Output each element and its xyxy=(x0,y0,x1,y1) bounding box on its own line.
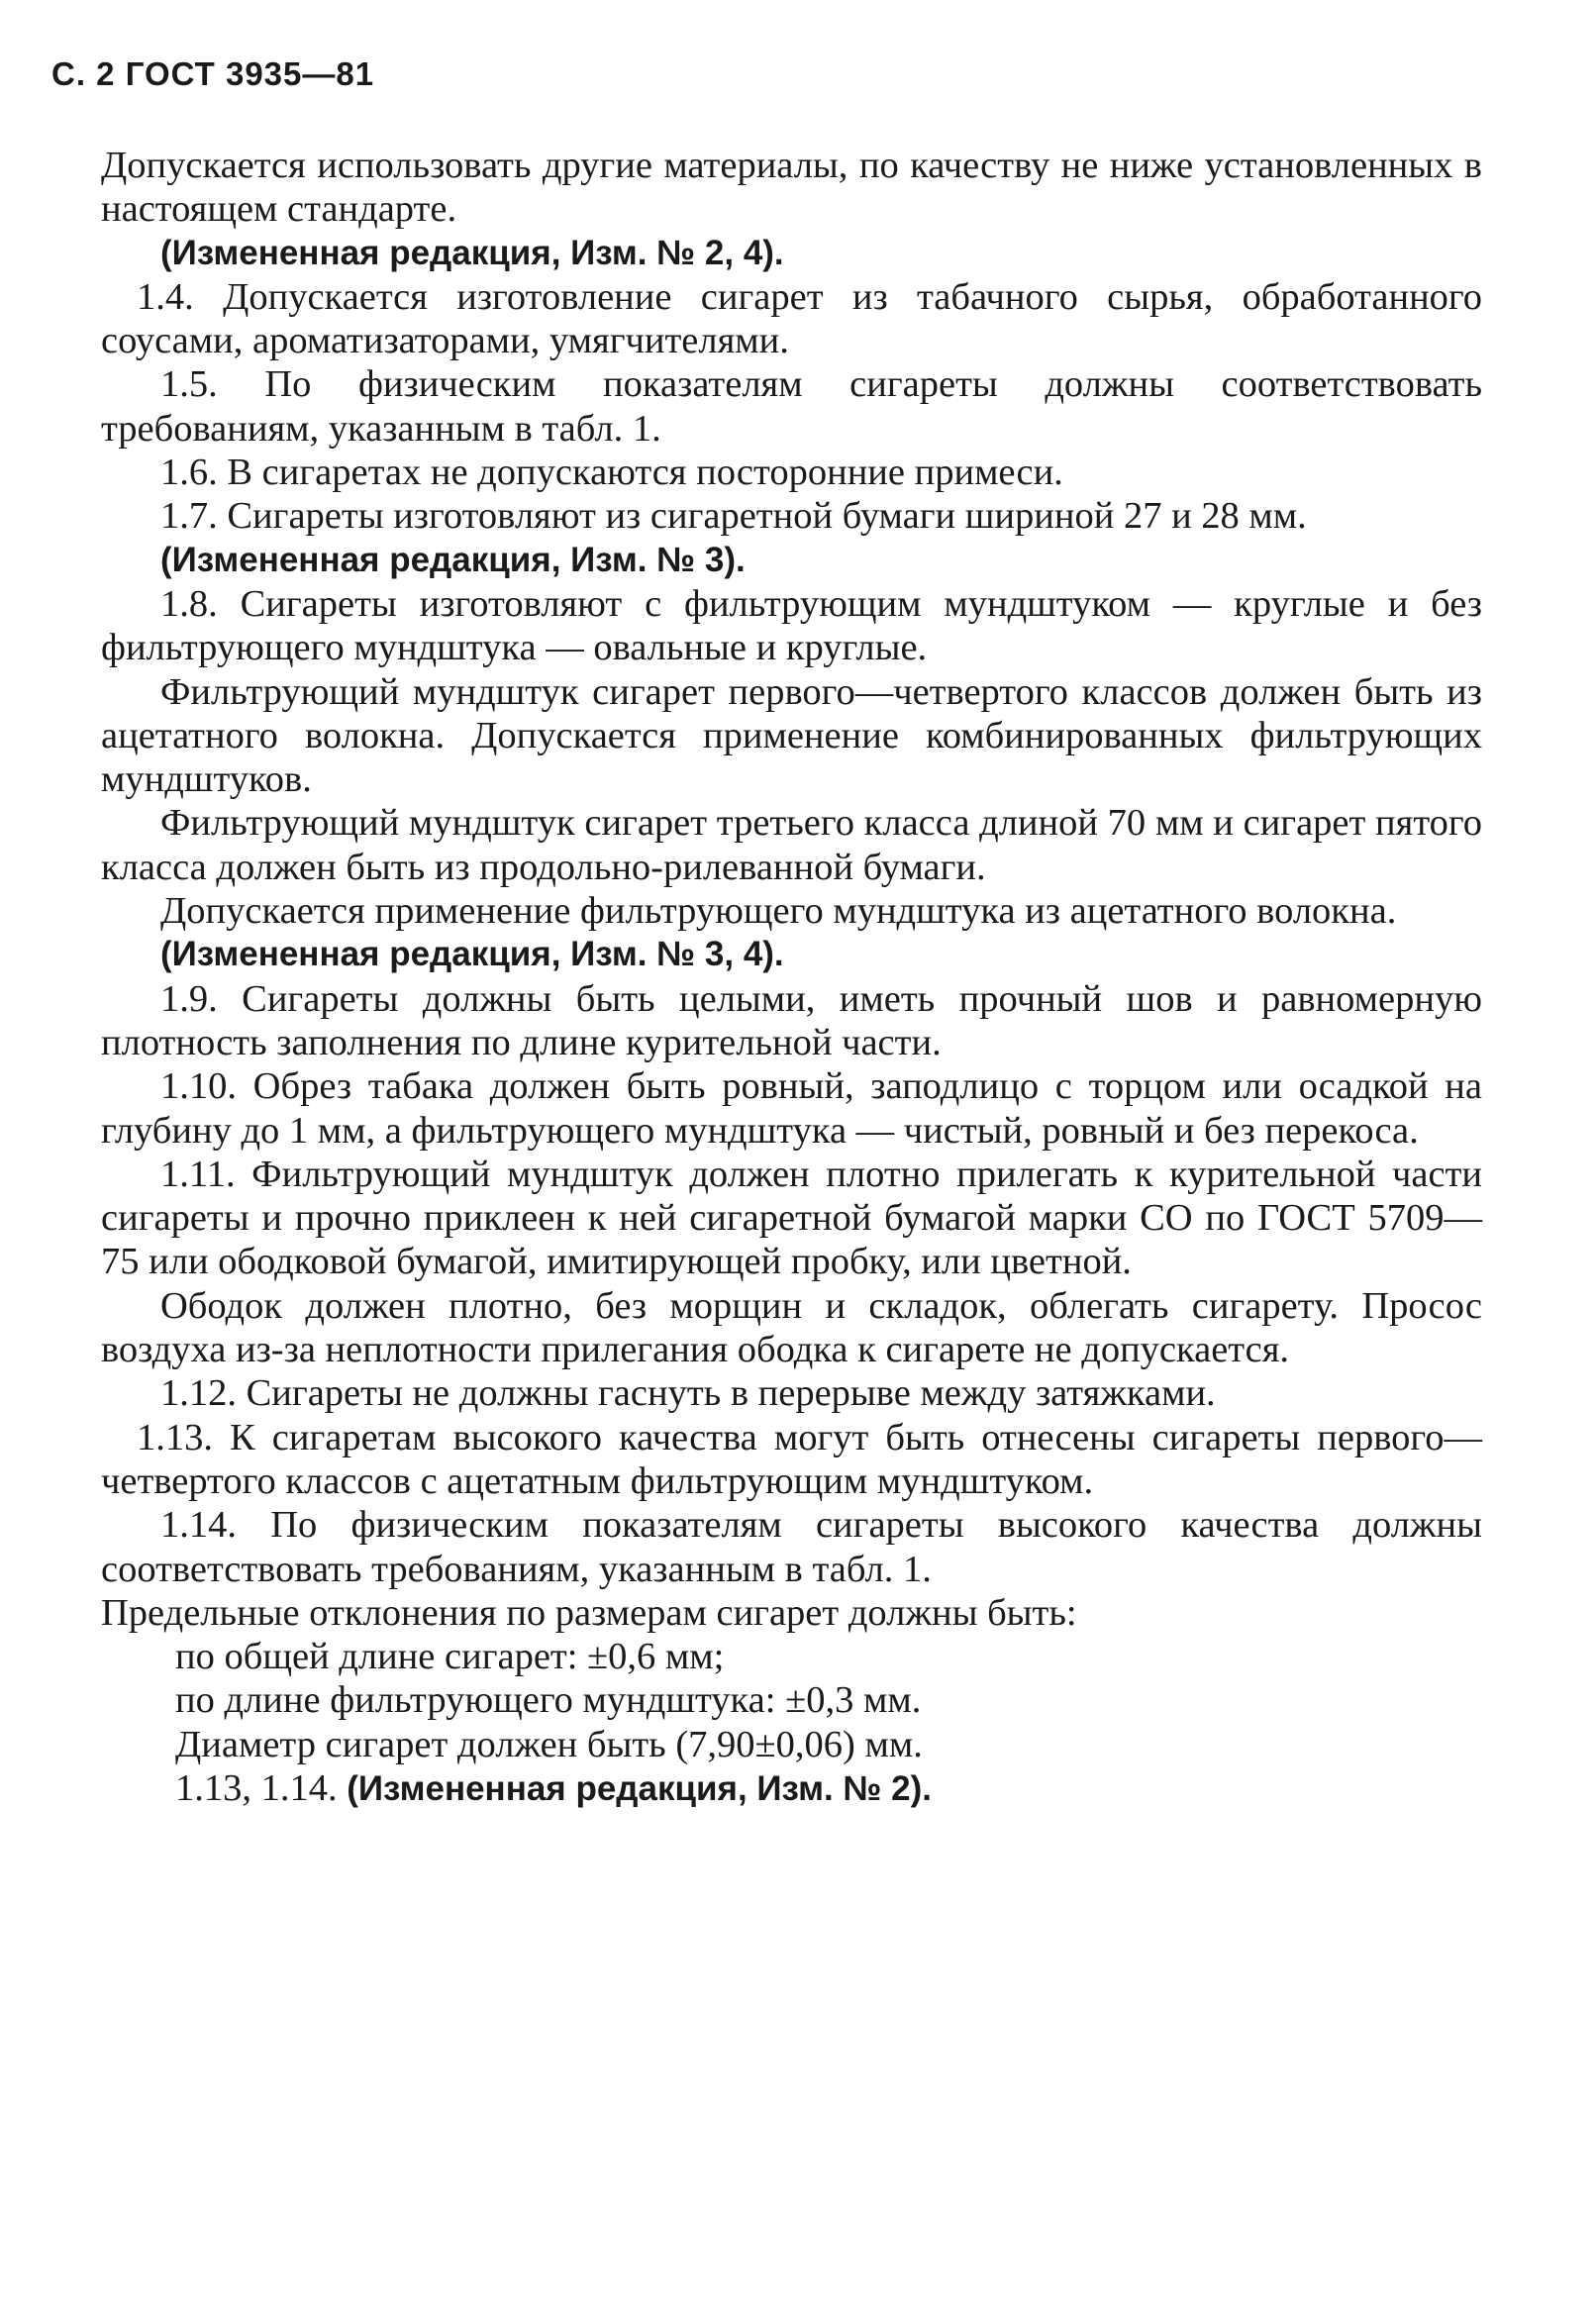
clause-1-8-filter-acetate: Фильтрующий мундштук сигарет первого—четвертого классов должен быть из ацетатного волокна. Допускается применение комбинированных фильтрующих мундштуков. xyxy=(101,670,1482,801)
amendment-final-clauses: 1.13, 1.14. xyxy=(175,1766,348,1809)
clause-1-5: 1.5. По физическим показателям сигареты должны соответствовать требованиям, указанным в табл. 1. xyxy=(101,363,1482,450)
clause-1-4: 1.4. Допускается изготовление сигарет из табачного сырья, обработанного соусами, ароматизаторами, умягчителями. xyxy=(101,275,1482,362)
amendment-final xyxy=(101,1766,1482,1811)
clause-1-8-filter-paper: Фильтрующий мундштук сигарет третьего класса длиной 70 мм и сигарет пятого класса должен быть из продольно-рилеванной бумаги. xyxy=(101,802,1482,888)
tolerance-filter-length: по длине фильтрующего мундштука: ±0,3 мм. xyxy=(175,1679,922,1722)
body-text xyxy=(101,144,1482,1811)
paragraph-materials: Допускается использовать другие материалы, по качеству не ниже установленных в настоящем стандарте. xyxy=(101,145,1482,231)
running-head: С. 2 ГОСТ 3935—81 xyxy=(51,55,375,92)
tolerances-intro: Предельные отклонения по размерам сигарет должны быть: xyxy=(101,1591,1077,1634)
clause-1-12: 1.12. Сигареты не должны гаснуть в перерыве между затяжками. xyxy=(160,1372,1216,1415)
clause-1-6: 1.6. В сигаретах не допускаются посторонние примеси. xyxy=(160,452,1063,494)
tolerance-diameter: Диаметр сигарет должен быть (7,90±0,06) мм. xyxy=(175,1723,923,1765)
tolerance-total-length: по общей длине сигарет: ±0,6 мм; xyxy=(175,1636,725,1678)
clause-1-11-rim: Ободок должен плотно, без морщин и складок, облегать сигарету. Просос воздуха из-за неплотности прилегания ободка к сигарете не допускается. xyxy=(101,1284,1482,1371)
clause-1-14: 1.14. По физическим показателям сигареты высокого качества должны соответствовать требованиям, указанным в табл. 1. xyxy=(101,1504,1482,1590)
clause-1-10: 1.10. Обрез табака должен быть ровный, заподлицо с торцом или осадкой на глубину до 1 мм, а фильтрующего мундштука — чистый, ровный и без перекоса. xyxy=(101,1065,1482,1152)
amendment-final-note: (Измененная редакция, Изм. № 2). xyxy=(347,1768,932,1808)
clause-1-13: 1.13. К сигаретам высокого качества могут быть отнесены сигареты первого—четвертого классов с ацетатным фильтрующим мундштуком. xyxy=(101,1416,1482,1502)
amendment-note: (Измененная редакция, Изм. № 3, 4). xyxy=(160,935,784,974)
clause-1-8-filter-allowed: Допускается применение фильтрующего мундштука из ацетатного волокна. xyxy=(160,890,1397,933)
amendment-note: (Измененная редакция, Изм. № 2, 4). xyxy=(160,233,784,272)
clause-1-11: 1.11. Фильтрующий мундштук должен плотно прилегать к курительной части сигареты и прочно приклеен к ней сигаретной бумагой марки СО по ГОСТ 5709—75 или ободковой бумагой, имитирующей пробку, или цветной. xyxy=(101,1153,1482,1283)
clause-1-8: 1.8. Сигареты изготовляют с фильтрующим мундштуком — круглые и без фильтрующего мундштука — овальные и круглые. xyxy=(101,582,1482,669)
clause-1-9: 1.9. Сигареты должны быть целыми, иметь прочный шов и равномерную плотность заполнения по длине курительной части. xyxy=(101,977,1482,1063)
clause-1-7: 1.7. Сигареты изготовляют из сигаретной бумаги шириной 27 и 28 мм. xyxy=(160,495,1307,538)
amendment-note: (Измененная редакция, Изм. № 3). xyxy=(160,540,746,579)
